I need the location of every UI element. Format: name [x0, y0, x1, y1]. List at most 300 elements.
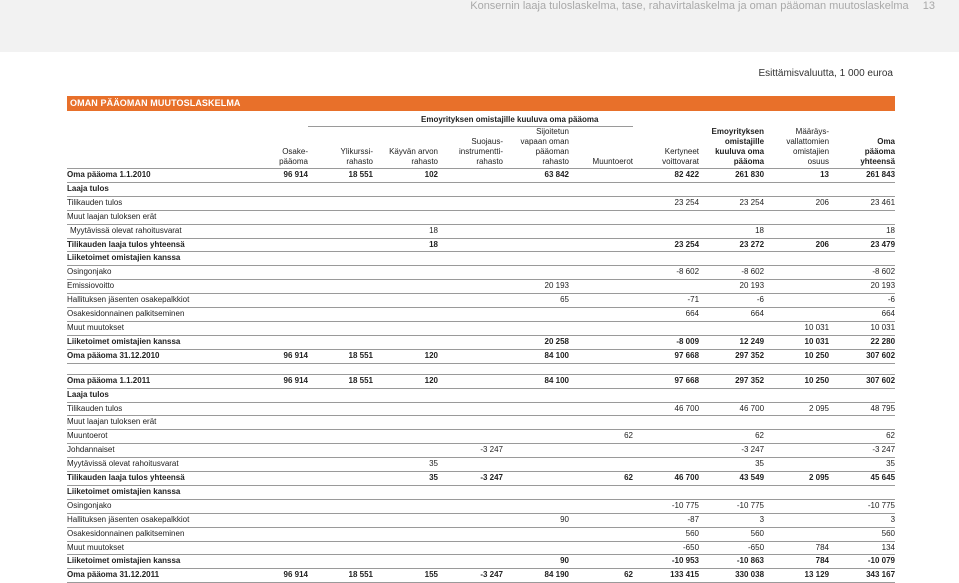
- table-row: [67, 458, 895, 472]
- row-value: [569, 252, 633, 266]
- row-value: [438, 499, 503, 513]
- row-value: 62: [569, 430, 633, 444]
- row-value: [829, 416, 895, 430]
- row-value: [373, 485, 438, 499]
- row-value: 297 352: [699, 374, 764, 388]
- row-value: [373, 541, 438, 555]
- row-value: [242, 335, 308, 349]
- row-value: [308, 527, 373, 541]
- row-value: [633, 444, 699, 458]
- row-value: [373, 321, 438, 335]
- row-value: [699, 252, 764, 266]
- row-value: [569, 280, 633, 294]
- row-label: Liiketoimet omistajien kanssa: [67, 555, 242, 569]
- row-value: 22 280: [829, 335, 895, 349]
- table-row: [67, 363, 895, 374]
- row-value: -8 009: [633, 335, 699, 349]
- row-value: [308, 388, 373, 402]
- row-value: 63 842: [503, 169, 569, 183]
- row-value: [242, 388, 308, 402]
- column-header-line: pääoman: [535, 147, 569, 156]
- row-value: [438, 349, 503, 363]
- row-value: 261 843: [829, 169, 895, 183]
- row-value: 35: [373, 458, 438, 472]
- section-title-bar: [67, 96, 895, 111]
- row-value: 84 100: [503, 374, 569, 388]
- row-value: 664: [633, 308, 699, 322]
- row-value: [569, 335, 633, 349]
- row-value: [438, 485, 503, 499]
- row-value: [438, 169, 503, 183]
- row-value: [373, 294, 438, 308]
- row-value: [438, 335, 503, 349]
- row-value: [308, 499, 373, 513]
- row-value: [242, 182, 308, 196]
- row-value: 2 095: [764, 472, 829, 486]
- row-value: -6: [829, 294, 895, 308]
- column-header-line: omistajille: [724, 137, 765, 146]
- row-value: 84 190: [503, 569, 569, 583]
- row-value: [569, 499, 633, 513]
- row-value: -8 602: [633, 266, 699, 280]
- column-header-c4: [438, 127, 503, 169]
- row-label: Osingonjako: [67, 499, 242, 513]
- table-row: [67, 182, 895, 196]
- column-header-c1: [242, 127, 308, 169]
- row-value: 62: [829, 430, 895, 444]
- row-value: [242, 444, 308, 458]
- column-header-line: rahasto: [411, 157, 438, 166]
- row-value: 10 031: [764, 321, 829, 335]
- row-value: [633, 224, 699, 238]
- row-value: [438, 416, 503, 430]
- row-label: Tilikauden tulos: [67, 196, 242, 210]
- row-value: [569, 308, 633, 322]
- table-row: [67, 527, 895, 541]
- row-value: 297 352: [699, 349, 764, 363]
- row-value: 18 551: [308, 169, 373, 183]
- row-value: 23 254: [633, 238, 699, 252]
- row-value: [503, 210, 569, 224]
- row-value: [503, 541, 569, 555]
- row-value: 23 254: [633, 196, 699, 210]
- row-value: [438, 430, 503, 444]
- row-value: [699, 416, 764, 430]
- row-value: 20 258: [503, 335, 569, 349]
- row-value: 560: [829, 527, 895, 541]
- row-value: [764, 266, 829, 280]
- row-value: [503, 430, 569, 444]
- row-value: [308, 444, 373, 458]
- row-value: [373, 280, 438, 294]
- row-value: [829, 485, 895, 499]
- row-value: 90: [503, 555, 569, 569]
- row-label: Tilikauden tulos: [67, 402, 242, 416]
- row-value: [764, 430, 829, 444]
- row-value: [829, 182, 895, 196]
- row-value: [633, 210, 699, 224]
- column-header-line: Muuntoerot: [592, 157, 634, 166]
- row-label: Oma pääoma 1.1.2010: [67, 169, 242, 183]
- section-title: OMAN PÄÄOMAN MUUTOSLASKELMA: [70, 98, 241, 108]
- row-label: Liiketoimet omistajien kanssa: [67, 252, 242, 266]
- row-value: [764, 294, 829, 308]
- row-value: 13: [764, 169, 829, 183]
- row-value: [764, 527, 829, 541]
- row-value: [699, 388, 764, 402]
- column-header-line: kuuluva oma: [715, 147, 765, 156]
- row-value: [699, 363, 764, 374]
- row-value: 307 602: [829, 349, 895, 363]
- row-value: [308, 472, 373, 486]
- row-value: [633, 388, 699, 402]
- row-value: 120: [373, 349, 438, 363]
- row-value: [764, 458, 829, 472]
- row-value: [308, 308, 373, 322]
- row-label: Osingonjako: [67, 266, 242, 280]
- row-value: [308, 335, 373, 349]
- row-value: 13 129: [764, 569, 829, 583]
- row-value: 10 250: [764, 374, 829, 388]
- row-value: 18 551: [308, 374, 373, 388]
- row-value: [242, 266, 308, 280]
- column-header-c3: [373, 127, 438, 169]
- table-row: [67, 294, 895, 308]
- row-value: -10 775: [633, 499, 699, 513]
- table-row: [67, 349, 895, 363]
- row-value: [242, 541, 308, 555]
- column-header-line: rahasto: [476, 157, 503, 166]
- row-value: [633, 416, 699, 430]
- row-value: 784: [764, 555, 829, 569]
- row-value: 46 700: [633, 402, 699, 416]
- row-value: [438, 196, 503, 210]
- row-value: 120: [373, 374, 438, 388]
- table-row: [67, 266, 895, 280]
- row-value: 784: [764, 541, 829, 555]
- table-row: [67, 224, 895, 238]
- row-value: 46 700: [699, 402, 764, 416]
- row-value: 23 254: [699, 196, 764, 210]
- row-value: [308, 458, 373, 472]
- table-row: [67, 196, 895, 210]
- row-value: [503, 321, 569, 335]
- row-value: [242, 402, 308, 416]
- row-value: [308, 238, 373, 252]
- row-value: [438, 363, 503, 374]
- row-label: [67, 363, 242, 374]
- row-value: [764, 485, 829, 499]
- table-row: [67, 541, 895, 555]
- row-label: Muuntoerot: [67, 430, 242, 444]
- row-value: [569, 196, 633, 210]
- page-number: 13: [922, 0, 935, 12]
- column-header-line: rahasto: [542, 157, 569, 166]
- column-header-c10: [829, 127, 895, 169]
- row-value: [308, 280, 373, 294]
- row-value: [569, 374, 633, 388]
- row-value: [308, 430, 373, 444]
- row-value: [569, 458, 633, 472]
- row-label: Muut muutokset: [67, 321, 242, 335]
- row-label: Muut laajan tuloksen erät: [67, 210, 242, 224]
- row-value: [308, 485, 373, 499]
- row-value: 10 031: [829, 321, 895, 335]
- row-label: Liiketoimet omistajien kanssa: [67, 335, 242, 349]
- row-value: [438, 321, 503, 335]
- table-row: [67, 430, 895, 444]
- column-header-c5: [503, 127, 569, 169]
- row-value: [308, 224, 373, 238]
- table-row: [67, 402, 895, 416]
- column-header-c9: [764, 127, 829, 169]
- row-label: Emissiovoitto: [67, 280, 242, 294]
- row-value: [503, 458, 569, 472]
- row-value: -8 602: [699, 266, 764, 280]
- row-value: [438, 266, 503, 280]
- row-value: 134: [829, 541, 895, 555]
- row-value: [503, 485, 569, 499]
- row-label: Liiketoimet omistajien kanssa: [67, 485, 242, 499]
- row-value: [373, 402, 438, 416]
- row-value: 102: [373, 169, 438, 183]
- row-value: [438, 458, 503, 472]
- row-label: Muut laajan tuloksen erät: [67, 416, 242, 430]
- row-value: [373, 363, 438, 374]
- row-value: -10 863: [699, 555, 764, 569]
- column-header-line: rahasto: [346, 157, 373, 166]
- row-value: [308, 210, 373, 224]
- row-label: Muut muutokset: [67, 541, 242, 555]
- table-row: [67, 416, 895, 430]
- row-value: [699, 485, 764, 499]
- row-value: [242, 485, 308, 499]
- column-header-c6: [569, 127, 633, 169]
- row-value: [242, 513, 308, 527]
- row-value: [438, 527, 503, 541]
- row-value: 18: [829, 224, 895, 238]
- row-value: 96 914: [242, 374, 308, 388]
- row-value: [242, 224, 308, 238]
- row-value: 20 193: [699, 280, 764, 294]
- row-value: [242, 252, 308, 266]
- row-label: Hallituksen jäsenten osakepalkkiot: [67, 513, 242, 527]
- row-value: [242, 196, 308, 210]
- row-value: 343 167: [829, 569, 895, 583]
- row-value: [699, 182, 764, 196]
- row-value: [764, 363, 829, 374]
- row-value: 2 095: [764, 402, 829, 416]
- row-value: [242, 416, 308, 430]
- row-value: -650: [633, 541, 699, 555]
- row-value: 23 479: [829, 238, 895, 252]
- row-value: [308, 182, 373, 196]
- row-value: [503, 182, 569, 196]
- row-value: 97 668: [633, 374, 699, 388]
- row-value: [503, 308, 569, 322]
- row-value: [569, 238, 633, 252]
- row-value: [242, 308, 308, 322]
- row-value: [569, 349, 633, 363]
- row-value: [308, 541, 373, 555]
- row-value: [764, 416, 829, 430]
- row-value: [569, 321, 633, 335]
- row-value: 62: [569, 569, 633, 583]
- row-value: [308, 266, 373, 280]
- row-value: [829, 210, 895, 224]
- column-header-line: Emoyrityksen: [711, 127, 765, 136]
- row-value: [633, 280, 699, 294]
- row-label: Tilikauden laaja tulos yhteensä: [67, 472, 242, 486]
- row-value: 65: [503, 294, 569, 308]
- table-row: [67, 472, 895, 486]
- row-value: [569, 513, 633, 527]
- row-value: [633, 252, 699, 266]
- row-label: Osakesidonnainen palkitseminen: [67, 308, 242, 322]
- row-value: -8 602: [829, 266, 895, 280]
- column-header-line: vapaan oman: [520, 137, 569, 146]
- column-header-c7: [633, 127, 699, 169]
- row-value: 90: [503, 513, 569, 527]
- row-value: [242, 238, 308, 252]
- row-value: 664: [699, 308, 764, 322]
- row-value: 10 250: [764, 349, 829, 363]
- row-value: [438, 280, 503, 294]
- row-value: [569, 541, 633, 555]
- column-header-line: voittovarat: [662, 157, 700, 166]
- row-value: [633, 430, 699, 444]
- row-value: -10 079: [829, 555, 895, 569]
- row-value: [569, 210, 633, 224]
- table-row: [67, 499, 895, 513]
- top-header-band: [0, 0, 959, 52]
- row-value: 3: [829, 513, 895, 527]
- row-value: 18: [699, 224, 764, 238]
- row-value: -3 247: [438, 472, 503, 486]
- row-value: [569, 169, 633, 183]
- row-value: [242, 210, 308, 224]
- table-row: [67, 308, 895, 322]
- row-value: [373, 416, 438, 430]
- row-label: Osakesidonnainen palkitseminen: [67, 527, 242, 541]
- row-value: [503, 224, 569, 238]
- row-value: [242, 294, 308, 308]
- row-value: [764, 210, 829, 224]
- row-value: 10 031: [764, 335, 829, 349]
- row-value: [764, 182, 829, 196]
- row-value: [503, 363, 569, 374]
- row-value: 96 914: [242, 569, 308, 583]
- row-value: [308, 252, 373, 266]
- row-value: 261 830: [699, 169, 764, 183]
- column-header-c2: [308, 127, 373, 169]
- row-value: [569, 224, 633, 238]
- row-value: -3 247: [438, 444, 503, 458]
- column-header-line: omistajien: [793, 147, 830, 156]
- row-label: Myytävissä olevat rahoitusvarat: [67, 458, 242, 472]
- row-value: 35: [829, 458, 895, 472]
- row-value: [829, 388, 895, 402]
- equity-changes-table: [67, 115, 895, 583]
- row-value: [503, 499, 569, 513]
- row-value: [438, 308, 503, 322]
- row-value: 96 914: [242, 349, 308, 363]
- row-value: 20 193: [829, 280, 895, 294]
- row-value: [308, 196, 373, 210]
- row-value: [699, 321, 764, 335]
- row-value: -3 247: [829, 444, 895, 458]
- row-value: [308, 513, 373, 527]
- row-value: [569, 416, 633, 430]
- table-row: [67, 238, 895, 252]
- row-value: [242, 527, 308, 541]
- column-header-line: pääoma: [733, 157, 765, 166]
- row-value: [569, 294, 633, 308]
- row-value: [503, 402, 569, 416]
- row-value: [373, 388, 438, 402]
- row-value: [503, 196, 569, 210]
- row-value: 62: [699, 430, 764, 444]
- row-value: 35: [699, 458, 764, 472]
- row-value: [438, 238, 503, 252]
- row-value: [438, 388, 503, 402]
- row-value: 206: [764, 196, 829, 210]
- row-value: [764, 308, 829, 322]
- table-row: [67, 444, 895, 458]
- table-row: [67, 513, 895, 527]
- row-value: 307 602: [829, 374, 895, 388]
- column-header-line: Suojaus-: [471, 137, 503, 146]
- row-value: 12 249: [699, 335, 764, 349]
- row-value: [633, 363, 699, 374]
- row-value: -10 775: [699, 499, 764, 513]
- row-value: [373, 513, 438, 527]
- row-value: [569, 266, 633, 280]
- row-label: Oma pääoma 31.12.2010: [67, 349, 242, 363]
- row-value: 46 700: [633, 472, 699, 486]
- row-label: Laaja tulos: [67, 182, 242, 196]
- row-value: [503, 527, 569, 541]
- row-value: [569, 485, 633, 499]
- row-value: 96 914: [242, 169, 308, 183]
- row-label: Tilikauden laaja tulos yhteensä: [67, 238, 242, 252]
- row-label: Laaja tulos: [67, 388, 242, 402]
- row-value: [569, 182, 633, 196]
- row-value: [373, 308, 438, 322]
- row-value: [764, 513, 829, 527]
- row-value: 3: [699, 513, 764, 527]
- row-value: -71: [633, 294, 699, 308]
- row-label: Johdannaiset: [67, 444, 242, 458]
- table-row: [67, 335, 895, 349]
- row-value: [373, 430, 438, 444]
- column-header-line: yhteensä: [860, 157, 896, 166]
- row-value: 330 038: [699, 569, 764, 583]
- row-value: 97 668: [633, 349, 699, 363]
- group-header: Emoyrityksen omistajille kuuluva oma pääoma: [308, 115, 633, 127]
- page-header: [470, 0, 935, 12]
- row-value: [438, 513, 503, 527]
- row-value: [699, 210, 764, 224]
- row-value: -6: [699, 294, 764, 308]
- row-value: [503, 252, 569, 266]
- row-value: [308, 363, 373, 374]
- row-value: [242, 363, 308, 374]
- row-value: [829, 363, 895, 374]
- row-value: -3 247: [438, 569, 503, 583]
- row-value: 560: [699, 527, 764, 541]
- row-value: [438, 402, 503, 416]
